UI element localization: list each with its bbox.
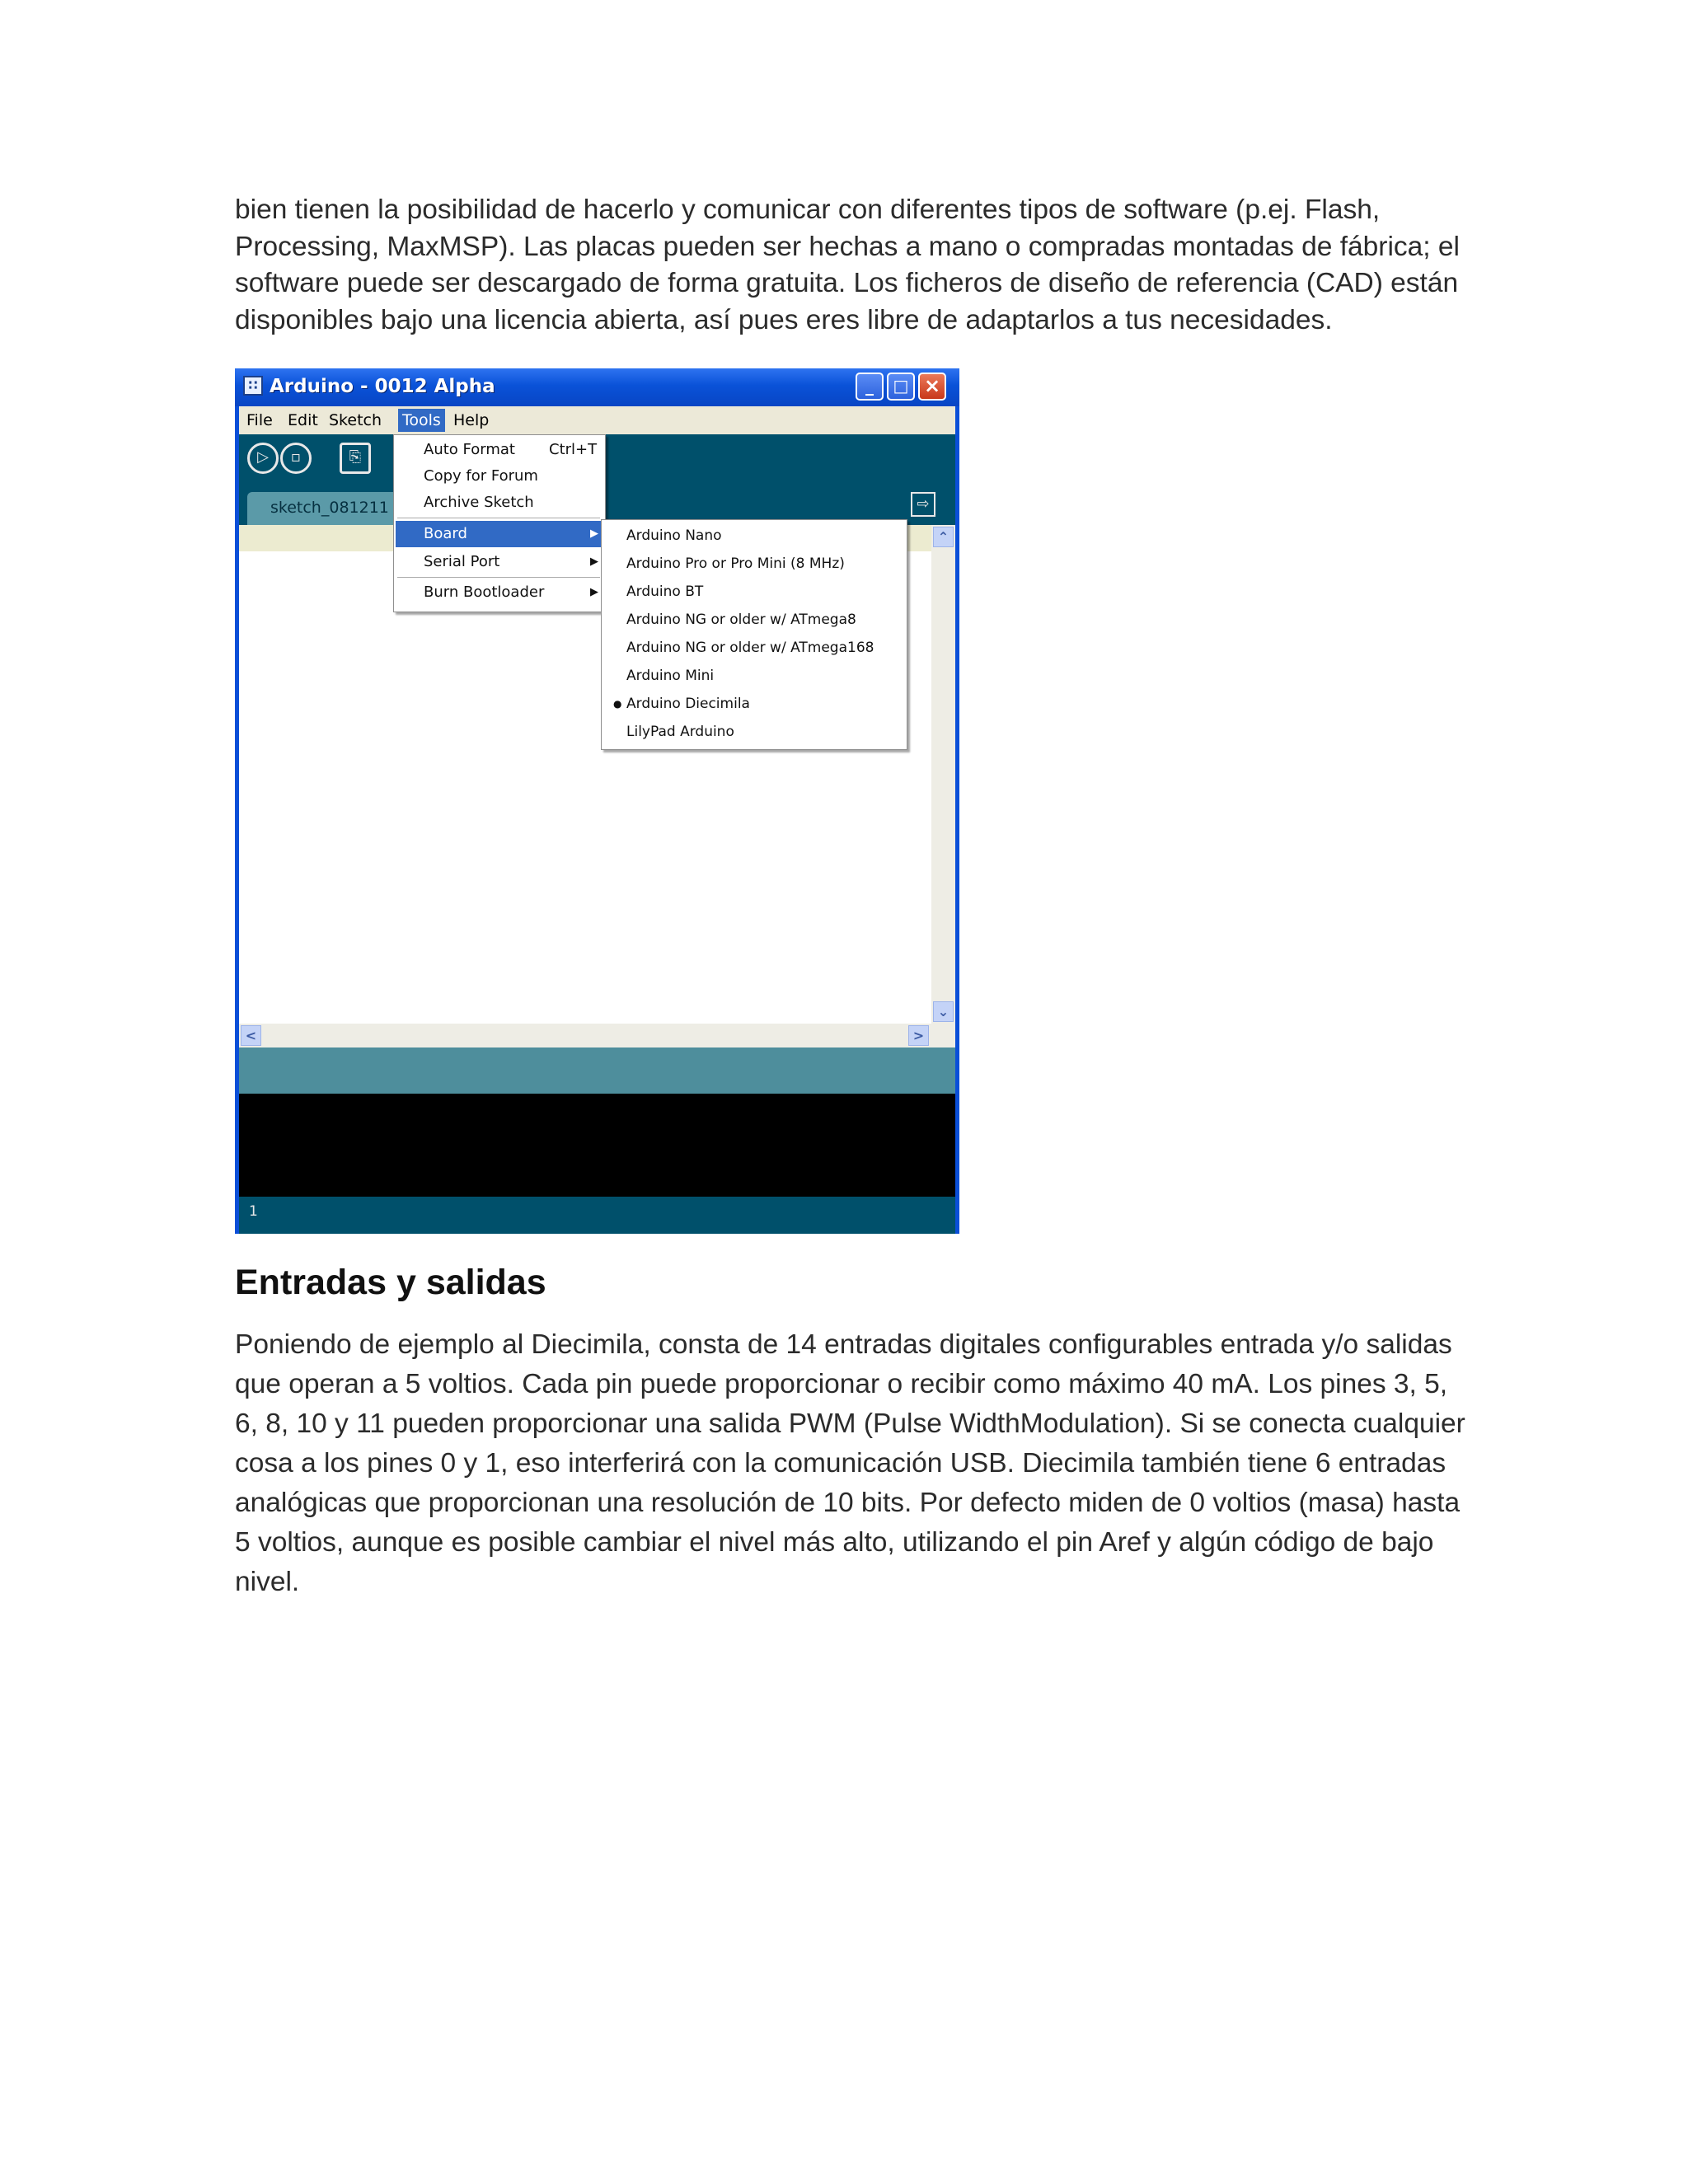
menu-item-copy-for-forum[interactable]: [396, 463, 603, 490]
board-option-label: LilyPad Arduino: [626, 724, 734, 740]
board-option[interactable]: [602, 634, 905, 662]
board-option-label: Arduino Diecimila: [626, 696, 750, 712]
intro-paragraph: bien tienen la posibilidad de hacerlo y comunicar con diferentes tipos de software (p.ej. Flash, Processing, MaxMSP). Las placas pueden ser hechas a mano o compradas montadas de fábrica; el software puede ser descargado de forma gratuita. Los ficheros de diseño de referencia (CAD) están disponibles bajo una licencia abierta, así pues eres libre de adaptarlos a tus necesidades.: [235, 194, 1460, 335]
submenu-arrow-icon: ▶: [590, 555, 598, 568]
menu-item-burn-bootloader[interactable]: [396, 579, 603, 606]
window-title: Arduino - 0012 Alpha: [270, 376, 495, 397]
board-submenu: [601, 519, 907, 750]
board-option[interactable]: [602, 606, 905, 634]
board-option[interactable]: [602, 522, 905, 550]
board-option[interactable]: [602, 718, 905, 746]
menu-sketch[interactable]: Sketch: [329, 411, 382, 429]
menu-item-label: Auto Format: [424, 441, 515, 458]
console-output: [239, 1094, 955, 1197]
status-area: [239, 1047, 955, 1094]
board-option-selected[interactable]: [602, 690, 905, 718]
vertical-scrollbar[interactable]: [931, 525, 955, 1024]
board-option-label: Arduino NG or older w/ ATmega168: [626, 640, 874, 656]
menu-separator: [397, 577, 600, 578]
selected-bullet-icon: ●: [613, 698, 622, 710]
board-option-label: Arduino Nano: [626, 527, 722, 544]
scroll-up-icon[interactable]: ⌃: [933, 527, 954, 547]
submenu-arrow-icon: ▶: [590, 586, 598, 598]
stop-icon[interactable]: ▫: [280, 443, 312, 474]
menu-bar: [239, 406, 955, 434]
board-option[interactable]: [602, 662, 905, 690]
menu-item-label: Board: [424, 525, 467, 542]
title-bar: [235, 368, 959, 406]
submenu-arrow-icon: ▶: [590, 527, 598, 540]
sketch-tab-label: sketch_081211: [270, 499, 389, 517]
menu-tools[interactable]: Tools: [398, 409, 445, 432]
board-option-label: Arduino BT: [626, 583, 704, 600]
board-option-label: Arduino Mini: [626, 668, 715, 684]
section-heading: Entradas y salidas: [235, 1263, 546, 1302]
scroll-right-icon[interactable]: >: [908, 1025, 929, 1046]
run-icon[interactable]: ▷: [247, 443, 279, 474]
scroll-left-icon[interactable]: <: [241, 1025, 261, 1046]
sketch-tab[interactable]: [247, 492, 412, 525]
menu-edit[interactable]: Edit: [288, 411, 318, 429]
new-file-icon[interactable]: ⎘: [340, 443, 371, 474]
board-option[interactable]: [602, 550, 905, 578]
menu-item-serial-port[interactable]: [396, 549, 603, 575]
maximize-button[interactable]: □: [887, 373, 915, 401]
arduino-app-icon: ∷: [243, 376, 263, 396]
tools-menu: [393, 434, 606, 612]
tab-menu-icon[interactable]: ⇨: [911, 492, 935, 517]
menu-item-board[interactable]: [396, 521, 603, 547]
board-option[interactable]: [602, 578, 905, 606]
minimize-button[interactable]: _: [856, 373, 884, 401]
menu-item-auto-format[interactable]: [396, 437, 603, 463]
scroll-down-icon[interactable]: ⌄: [933, 1001, 954, 1022]
menu-item-label: Burn Bootloader: [424, 583, 545, 601]
menu-item-label: Copy for Forum: [424, 467, 538, 485]
menu-help[interactable]: Help: [453, 411, 490, 429]
board-option-label: Arduino NG or older w/ ATmega8: [626, 612, 856, 628]
horizontal-scrollbar[interactable]: [239, 1024, 955, 1047]
close-button[interactable]: ×: [918, 373, 946, 401]
section-paragraph: Poniendo de ejemplo al Diecimila, consta de 14 entradas digitales configurables entrada y/o salidas que operan a 5 voltios. Cada pin puede proporcionar o recibir como máximo 40 mA. Los pines 3, 5, 6, 8, 10 y 11 pueden proporcionar una salida PWM (Pulse WidthModulation). Si se conecta cualquier cosa a los pines 0 y 1, eso interferirá con la comunicación USB. Diecimila también tiene 6 entradas analógicas que proporcionan una resolución de 10 bits. Por defecto miden de 0 voltios (masa) hasta 5 voltios, aunque es posible cambiar el nivel más alto, utilizando el pin Aref y algún código de bajo nivel.: [235, 1329, 1465, 1597]
board-option-label: Arduino Pro or Pro Mini (8 MHz): [626, 555, 845, 572]
menu-item-archive-sketch[interactable]: [396, 490, 603, 516]
menu-item-shortcut: Ctrl+T: [549, 441, 598, 458]
status-footer: [239, 1197, 955, 1234]
line-number: 1: [249, 1203, 258, 1220]
menu-item-label: Serial Port: [424, 553, 500, 570]
menu-file[interactable]: File: [246, 411, 273, 429]
menu-item-label: Archive Sketch: [424, 494, 534, 511]
arduino-ide-screenshot: [235, 368, 959, 1234]
